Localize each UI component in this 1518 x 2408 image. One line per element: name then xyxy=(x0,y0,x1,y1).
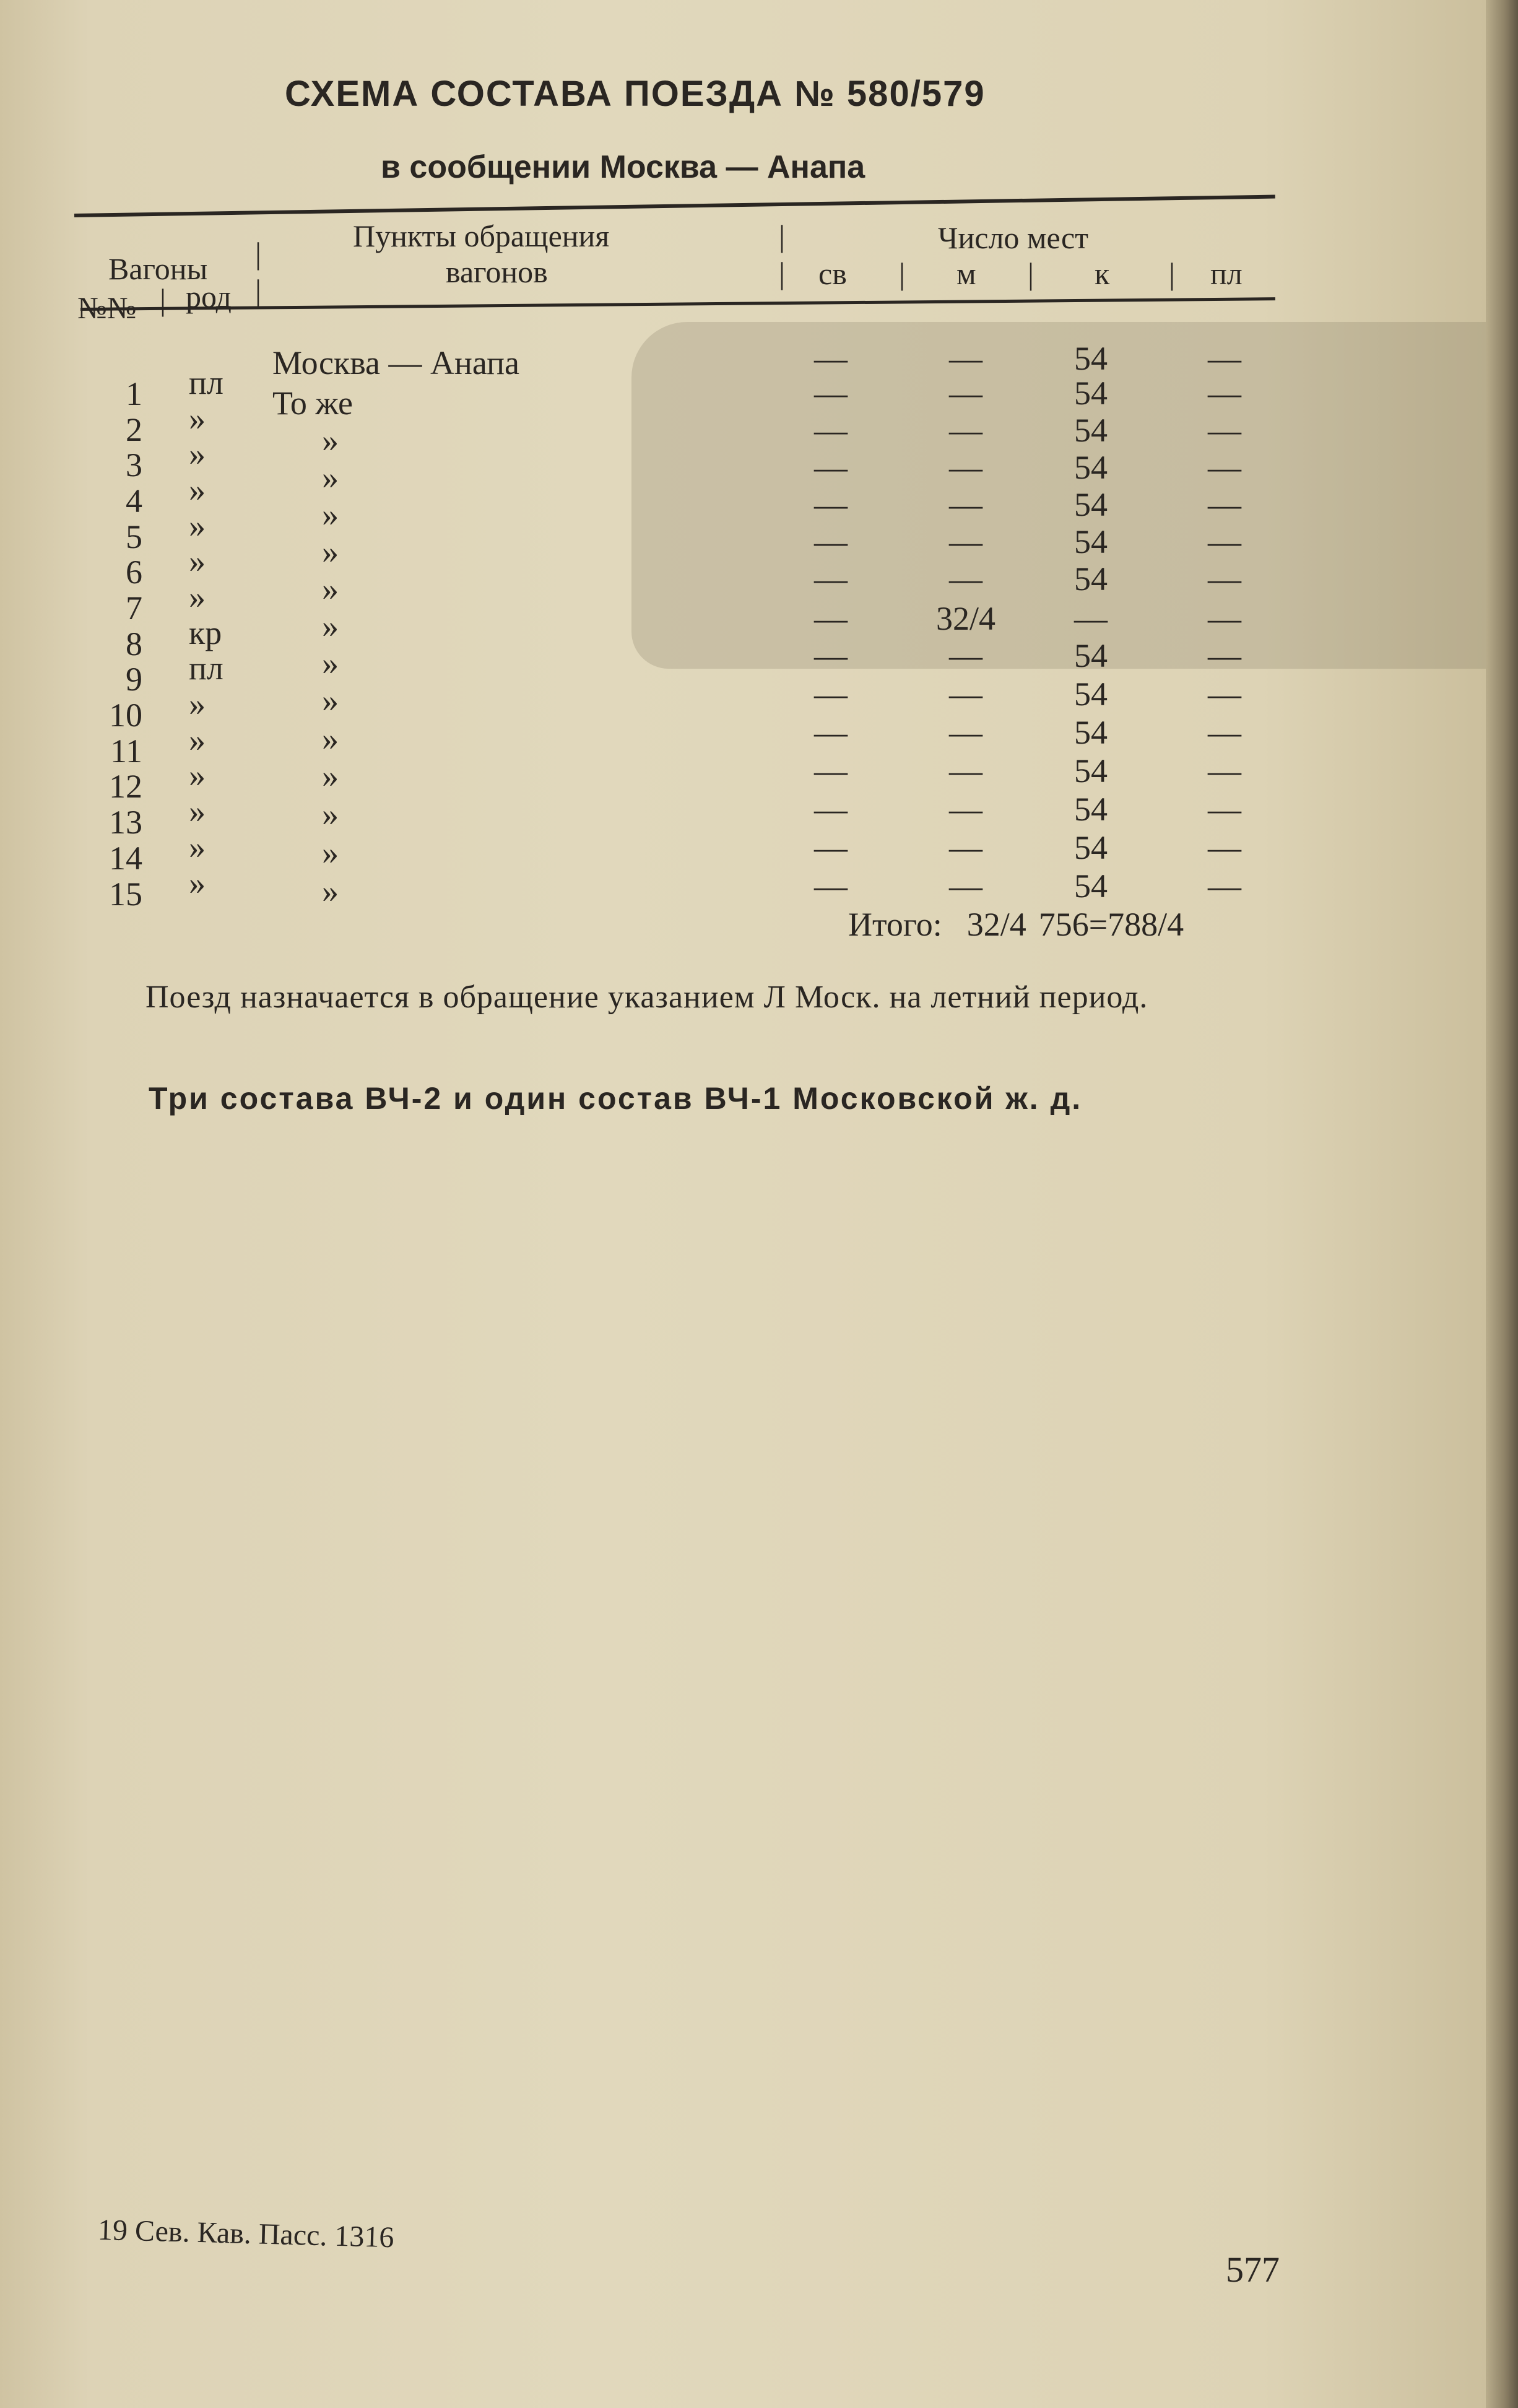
seats-sv: — xyxy=(814,412,848,449)
header-k: к xyxy=(1095,256,1110,291)
seats-m: — xyxy=(949,752,982,789)
wagon-kind: пл xyxy=(189,364,223,401)
header-divider: | xyxy=(255,273,262,308)
seats-sv: — xyxy=(814,676,848,713)
seats-sv: — xyxy=(814,791,848,828)
wagon-route: » xyxy=(322,607,339,645)
wagon-route: » xyxy=(322,796,339,833)
seats-k: 54 xyxy=(1074,637,1108,674)
seats-k: 54 xyxy=(1074,523,1108,560)
wagon-number: 7 xyxy=(126,589,142,627)
wagon-number: 3 xyxy=(126,446,142,484)
wagon-number: 8 xyxy=(126,625,142,663)
seats-pl: — xyxy=(1208,486,1241,523)
wagon-route: » xyxy=(322,533,339,570)
seats-sv: — xyxy=(814,340,848,377)
header-divider: | xyxy=(899,256,906,291)
seats-pl: — xyxy=(1208,412,1241,449)
seats-k: 54 xyxy=(1074,486,1108,523)
header-divider: | xyxy=(255,236,262,271)
wagon-number: 1 xyxy=(126,375,142,412)
header-points: Пункты обращения xyxy=(353,219,610,253)
seats-sv: — xyxy=(814,486,848,523)
header-m: м xyxy=(956,256,976,291)
wagon-kind: кр xyxy=(189,614,222,651)
seats-k: 54 xyxy=(1074,412,1108,449)
wagon-kind: » xyxy=(189,435,206,472)
seats-pl: — xyxy=(1208,791,1241,828)
seats-sv: — xyxy=(814,600,848,637)
header-divider: | xyxy=(160,282,167,317)
seats-m: — xyxy=(949,676,982,713)
seats-sv: — xyxy=(814,523,848,560)
wagon-kind: » xyxy=(189,685,206,723)
wagon-number: 14 xyxy=(109,840,142,877)
header-divider: | xyxy=(1169,256,1176,291)
seats-sv: — xyxy=(814,867,848,905)
seats-m: — xyxy=(949,412,982,449)
wagon-kind: » xyxy=(189,757,206,794)
seats-pl: — xyxy=(1208,752,1241,789)
seats-k: 54 xyxy=(1074,676,1108,713)
seats-pl: — xyxy=(1208,867,1241,905)
seats-sv: — xyxy=(814,829,848,866)
seats-k: 54 xyxy=(1074,340,1108,377)
seats-k: 54 xyxy=(1074,560,1108,598)
seats-sv: — xyxy=(814,449,848,486)
service-note: Поезд назначается в обращение указанием Л Моск. на летний период. xyxy=(145,980,1148,1015)
wagon-route: » xyxy=(322,459,339,496)
seats-pl: — xyxy=(1208,714,1241,751)
wagon-kind: » xyxy=(189,507,206,544)
seats-m: — xyxy=(949,340,982,377)
seats-sv: — xyxy=(814,375,848,412)
header-divider: | xyxy=(779,219,786,253)
wagon-number: 12 xyxy=(109,768,142,805)
seats-pl: — xyxy=(1208,560,1241,598)
seats-pl: — xyxy=(1208,600,1241,637)
wagon-route: » xyxy=(322,645,339,682)
seats-m: — xyxy=(949,560,982,598)
wagon-route: » xyxy=(322,834,339,871)
composition-note: Три состава ВЧ-2 и один состав ВЧ-1 Московской ж. д. xyxy=(149,1081,1083,1116)
seats-m: — xyxy=(949,449,982,486)
wagon-number: 15 xyxy=(109,876,142,913)
seats-k: — xyxy=(1074,600,1108,637)
wagon-number: 11 xyxy=(110,732,142,770)
seats-sv: — xyxy=(814,714,848,751)
seats-k: 54 xyxy=(1074,714,1108,751)
seats-m: — xyxy=(949,486,982,523)
seats-k: 54 xyxy=(1074,449,1108,486)
seats-pl: — xyxy=(1208,637,1241,674)
header-seats: Число мест xyxy=(938,220,1089,255)
wagon-route: То же xyxy=(272,385,353,422)
wagon-route: » xyxy=(322,872,339,910)
seats-k: 54 xyxy=(1074,375,1108,412)
seats-k: 54 xyxy=(1074,867,1108,905)
seats-pl: — xyxy=(1208,375,1241,412)
header-divider: | xyxy=(779,256,786,290)
seats-k: 54 xyxy=(1074,791,1108,828)
wagon-number: 13 xyxy=(109,804,142,841)
wagon-kind: » xyxy=(189,471,206,508)
wagon-kind: » xyxy=(189,793,206,830)
seats-pl: — xyxy=(1208,829,1241,866)
header-pl: пл xyxy=(1210,256,1243,291)
header-number: №№ xyxy=(77,290,137,325)
header-points-sub: вагонов xyxy=(446,254,548,289)
wagon-route: Москва — Анапа xyxy=(272,344,519,381)
header-wagons: Вагоны xyxy=(108,251,208,286)
seats-m: — xyxy=(949,791,982,828)
totals-k: 756=788/4 xyxy=(1038,906,1184,943)
seats-m: — xyxy=(949,523,982,560)
wagon-number: 5 xyxy=(126,518,142,555)
totals-label: Итого: xyxy=(848,906,942,943)
seats-m: — xyxy=(949,714,982,751)
totals-m: 32/4 xyxy=(966,906,1026,943)
wagon-route: » xyxy=(322,757,339,794)
wagon-route: » xyxy=(322,422,339,459)
wagon-kind: » xyxy=(189,400,206,437)
page-number: 577 xyxy=(1226,2249,1280,2290)
page-title: СХЕМА СОСТАВА ПОЕЗДА № 580/579 xyxy=(285,74,986,114)
seats-pl: — xyxy=(1208,523,1241,560)
seats-m: — xyxy=(949,375,982,412)
wagon-kind: » xyxy=(189,542,206,580)
wagon-kind: пл xyxy=(189,650,223,687)
header-kind: род xyxy=(186,279,232,314)
wagon-number: 4 xyxy=(126,482,142,519)
wagon-route: » xyxy=(322,496,339,533)
seats-pl: — xyxy=(1208,676,1241,713)
seats-sv: — xyxy=(814,560,848,598)
wagon-route: » xyxy=(322,570,339,607)
wagon-number: 6 xyxy=(126,554,142,591)
seats-k: 54 xyxy=(1074,752,1108,789)
seats-m: 32/4 xyxy=(935,600,995,637)
wagon-number: 9 xyxy=(126,661,142,698)
seats-sv: — xyxy=(814,752,848,789)
seats-m: — xyxy=(949,637,982,674)
page-edge xyxy=(1486,0,1518,2408)
wagon-kind: » xyxy=(189,828,206,866)
seats-sv: — xyxy=(814,637,848,674)
seats-pl: — xyxy=(1208,449,1241,486)
wagon-kind: » xyxy=(189,578,206,615)
totals-row xyxy=(848,905,1208,944)
wagon-kind: » xyxy=(189,864,206,902)
header-sv: св xyxy=(818,256,847,291)
footer-signature: 19 Сев. Кав. Пасс. 1316 xyxy=(97,2213,395,2254)
wagon-route: » xyxy=(322,682,339,719)
page-subtitle: в сообщении Москва — Анапа xyxy=(381,149,865,185)
seats-pl: — xyxy=(1208,340,1241,377)
wagon-number: 10 xyxy=(109,697,142,734)
header-divider: | xyxy=(1028,256,1034,291)
wagon-number: 2 xyxy=(126,411,142,448)
seats-k: 54 xyxy=(1074,829,1108,866)
seats-m: — xyxy=(949,867,982,905)
wagon-route: » xyxy=(322,720,339,757)
wagon-kind: » xyxy=(189,721,206,758)
seats-m: — xyxy=(949,829,982,866)
